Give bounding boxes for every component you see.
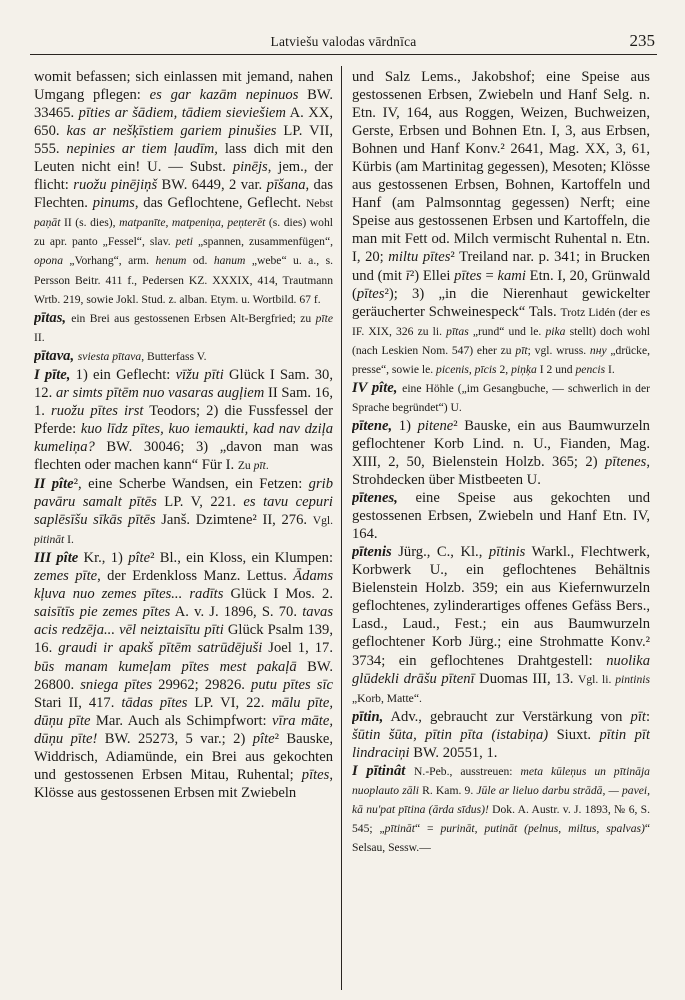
page-number: 235 [629, 31, 655, 50]
running-title: Latviešu valodas vārdnīca [270, 34, 417, 49]
entry-pitin: pītin, Adv., gebraucht zur Verstärkung von pīt: šūtin šūta, pītin pīta (istabiņa) Siuxt. pītin pīt lindraciņi BW. 20551, 1. [352, 708, 650, 761]
entry-pitenis: pītenis Jürg., C., Kl., pītinis Warkl., Flechtwerk, Korbwerk U., ein geflochtenes Behältnis Bielenstein Holzb. 359; ein aus Kiefernwurzeln geflochtenes, zylinderartiges offenes Gefäss Bers., Lasd., Laud., Fest.; ein aus Baumwurzeln geflochtener Korb Jürg.; eine Strohmatte Konv.² 3734; ein geflochtenes Drahtgestell: nuolika glūdekli drāšu pītenī Duomas III, 13. Vgl. li. pintinis „Korb, Matte“. [352, 544, 650, 705]
entry-pite-3: III pîte Kr., 1) pîte² Bl., ein Kloss, ein Klumpen: zemes pīte, der Erdenkloss Manz. Lettus. Ādams kļuva nuo zemes pītes... radīts Glück I Mos. 2. saisītīs pie zemes pītes A. v. J. 1896, S. 70. tavas acis redzēja... vēl neiztaisītu pīti Glück Psalm 139, 16. graudi ir apakš pītēm satrūdējuši Joel 1, 17. būs manam kumeļam pītes mest pakaļā BW. 26800. sniega pītes 29962; 29826. putu pītes sīc Stari II, 417. tādas pītes LP. VI, 22. mālu pīte, dūņu pīte Mar. Auch als Schimpfwort: vīra māte, dūņu pīte! BW. 25273, 5 var.; 2) pîte² Bauske, Widdrisch, Adiamünde, ein Brei aus gekochten und gestossenen Erbsen Mitau, Ruhental; pītes, Klösse aus gestossenen Erbsen mit Zwiebeln [34, 550, 333, 801]
entry-pitinat: I pītinât N.-Peb., ausstreuen: meta kūleņus un pītināja nuoplauto zāli R. Kam. 9. Jūle ar lieluo darbu strādā, — pavei, kā nu'pat pītina (ārda sīdus)! Dok. A. Austr. v. J. 1893, № 6, S. 545; „pītināt“ = purināt, putināt (pelnus, miltus, spalvas)“ Selsau, Sessw.— [352, 762, 650, 854]
entry-pitene: pītene, 1) pitene² Bauske, ein aus Baumwurzeln geflochtener Korb Lind. n. U., Fianden, Mag. XIII, 2, 50, Bielenstein Holzb. 365; 2) pītenes, Strohdecken über Mistbeeten U. [352, 417, 650, 489]
entry-pitenes: pītenes, eine Speise aus gekochten und gestossenen Erbsen, Zwiebeln und Hanf Etn. IV, 164. [352, 490, 650, 543]
right-column [352, 68, 650, 994]
entry-paragraph: womit befassen; sich einlassen mit jemand, nahen Umgang pflegen: es gar kazām nepinuos BW. 33465. pīties ar šādiem, tādiem sieviešiem A. XX, 650. kas ar nešķīstiem gariem pinušies LP. VII, 555. nepinies ar tiem ļaudīm, lass dich mit den Leuten nicht ein! U. — Subst. pinējs, jem., der flicht: ruožu pinējiņš BW. 6449, 2 var. pīšana, das Flechten. pinums, das Geflochtene, Geflecht. Nebst paņāt II (s. dies), matpanīte, matpeniņa, peņterēt (s. dies) wohl zu apr. panto „Fessel“, slav. peti „spannen, zusammenfügen“, opona „Vorhang“, arm. henum od. hanum „webe“ u. a., s. Persson Beitr. 411 f., Pedersen KZ. XXXIX, 414, Trautmann Wrtb. 219, sowie Jokl. Stud. z. alban. Etym. u. Wortbild. 67 f. [34, 69, 333, 306]
entry-pite-2: II pîte², eine Scherbe Wandsen, ein Fetzen: grib pavāru samalt pītēs LP. V, 221. es tavu cepuri saplēsīšu sīkās pītēs Janš. Dzimtene² II, 276. Vgl. pitināt I. [34, 476, 333, 547]
entry-paragraph: und Salz Lems., Jakobshof; eine Speise aus gestossenen Erbsen, Zwiebeln und Hanf Selg. n. Etn. IV, 164, aus Roggen, Weizen, Buchweizen, Gerste, Erbsen und Bohnen Etn. I, 3, aus Erbsen, Bohnen und Hanf Konv.² 2641, Mag. XX, 3, 61, Kürbis (am Martinitag gegessen), Mesoten; Klösse aus gestossenen Erbsen, Bohnen, Kartoffeln und Hanf (am Palmsonntag gegessen) Nerft; eine Speise aus gestossenen Erbsen und Kartoffeln, die man mit Fett od. Milch vermischt Ruhental n. Etn. I, 20; miltu pītes² Treiland nar. p. 341; in Brucken und (mit ī²) Ellei pītes = kami Etn. I, 20, Grünwald (pītes²); 3) „in die Nierenhaut gewickelter geräucherter Schweinespeck“ Tals. Trotz Lidén (der es IF. XIX, 326 zu li. pītas „rund“ und le. pika stellt) doch wohl (nach Leskien Nom. 547) eher zu pīt; vgl. wruss. пну „drücke, presse“, sowie le. picenis, pīcis 2, piņķa I 2 und pencis I. [352, 69, 650, 376]
entry-pitas: pītas, ein Brei aus gestossenen Erbsen Alt-Bergfried; zu pīte II. [34, 309, 333, 344]
left-column [34, 68, 333, 994]
entry-pite-1: I pīte, 1) ein Geflecht: vīžu pīti Glück I Sam. 30, 12. ar simts pītēm nuo vasaras augļiem II Sam. 16, 1. ruožu pītes irst Teodors; 2) die Fussfessel der Pferde: kuo līdz pītes, kuo iemaukti, kad nav dziļa kumeliņa? BW. 30046; 3) „davon man was flechten oder machen kann“ Für I. Zu pīt. [34, 366, 333, 473]
column-divider [341, 66, 342, 990]
entry-pitava: pītava, sviesta pītava, Butterfass V. [34, 347, 207, 364]
page-header [30, 32, 657, 55]
entry-pite-4: IV pîte, eine Höhle („im Gesangbuche, — schwerlich in der Sprache begründet“) U. [352, 379, 650, 414]
